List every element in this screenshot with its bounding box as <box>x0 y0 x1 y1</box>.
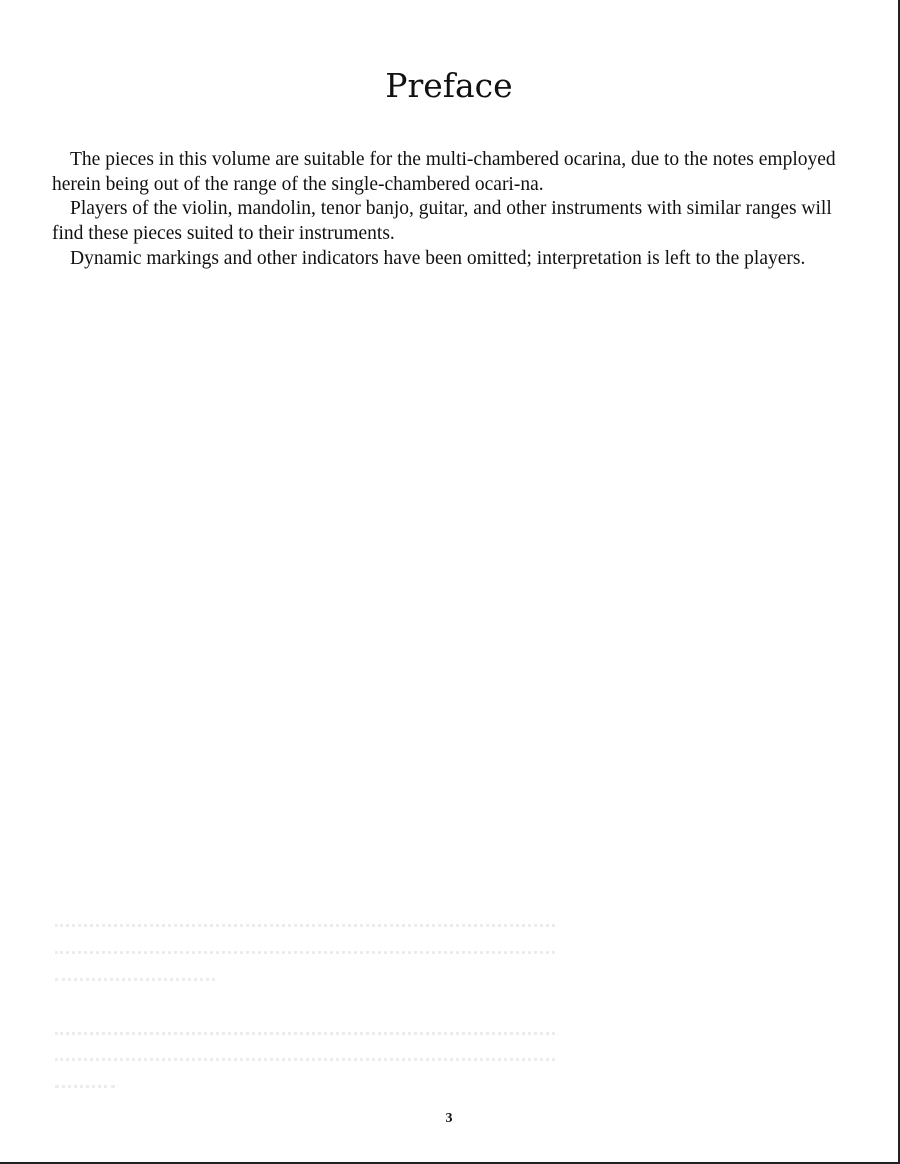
bleed-through-line <box>55 1032 555 1039</box>
bleed-through-line <box>55 1058 555 1065</box>
page-number: 3 <box>445 1111 453 1126</box>
bleed-through-line <box>55 924 555 931</box>
paragraph-2: Players of the violin, mandolin, tenor banjo, guitar, and other instruments with similar ranges will find these pieces suited to their instruments. <box>52 198 832 245</box>
preface-body <box>52 148 846 272</box>
paragraph-3: Dynamic markings and other indicators have been omitted; interpretation is left to the players. <box>70 247 806 269</box>
bleed-through-line <box>55 978 215 985</box>
paragraph-1: The pieces in this volume are suitable for the multi-chambered ocarina, due to the notes employed herein being out of the range of the single-chambered ocari-na. <box>52 149 836 195</box>
bleed-through-line <box>55 951 555 958</box>
page-title: Preface <box>385 66 513 105</box>
bleed-through-line <box>55 1085 115 1092</box>
